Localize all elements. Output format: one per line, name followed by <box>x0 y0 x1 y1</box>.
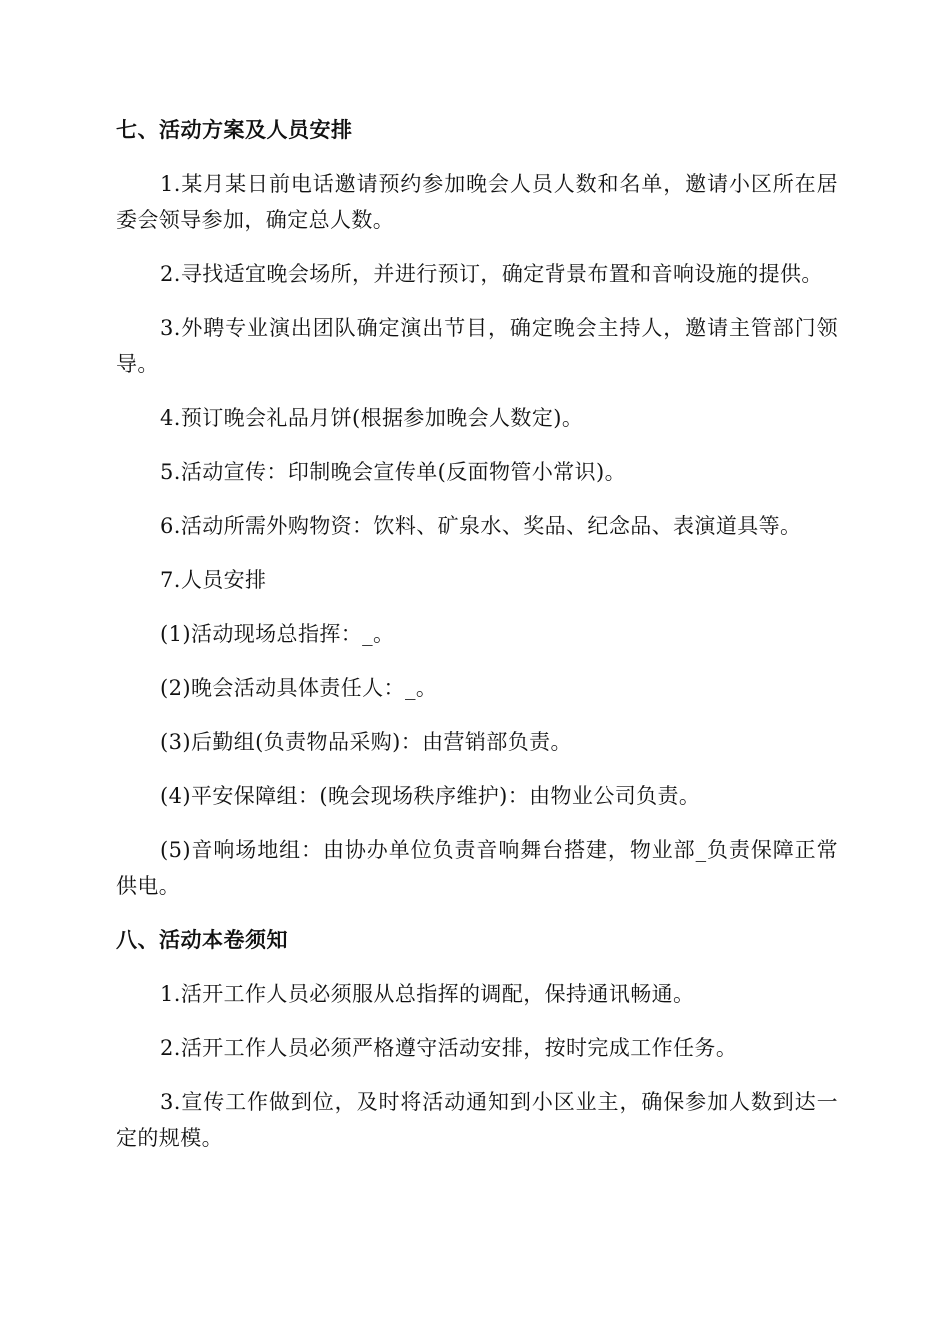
paragraph: (4)平安保障组：(晚会现场秩序维护)：由物业公司负责。 <box>160 784 701 808</box>
paragraph: 3.外聘专业演出团队确定演出节目，确定晚会主持人，邀请主管部门领导。 <box>116 316 838 376</box>
paragraph: 1.某月某日前电话邀请预约参加晚会人员人数和名单，邀请小区所在居委会领导参加，确定总人数。 <box>116 172 838 232</box>
paragraph: 5.活动宣传：印制晚会宣传单(反面物管小常识)。 <box>160 460 627 484</box>
paragraph: 4.预订晚会礼品月饼(根据参加晚会人数定)。 <box>160 406 584 430</box>
paragraph: 1.活开工作人员必须服从总指挥的调配，保持通讯畅通。 <box>160 982 695 1006</box>
section-heading: 八、活动本卷须知 <box>116 928 288 952</box>
section-notes <box>116 922 838 1156</box>
section-activity-plan <box>116 112 838 904</box>
paragraph: 6.活动所需外购物资：饮料、矿泉水、奖品、纪念品、表演道具等。 <box>160 514 802 538</box>
paragraph: 3.宣传工作做到位，及时将活动通知到小区业主，确保参加人数到达一定的规模。 <box>116 1090 838 1150</box>
paragraph: (5)音响场地组：由协办单位负责音响舞台搭建，物业部_负责保障正常供电。 <box>116 838 838 898</box>
paragraph: (2)晚会活动具体责任人：_。 <box>160 676 438 700</box>
paragraph: (1)活动现场总指挥：_。 <box>160 622 395 646</box>
document-page <box>116 112 838 1174</box>
paragraph: 7.人员安排 <box>160 568 267 592</box>
paragraph: 2.寻找适宜晚会场所，并进行预订，确定背景布置和音响设施的提供。 <box>160 262 823 286</box>
paragraph: (3)后勤组(负责物品采购)：由营销部负责。 <box>160 730 572 754</box>
paragraph: 2.活开工作人员必须严格遵守活动安排，按时完成工作任务。 <box>160 1036 738 1060</box>
section-heading: 七、活动方案及人员安排 <box>116 118 353 142</box>
